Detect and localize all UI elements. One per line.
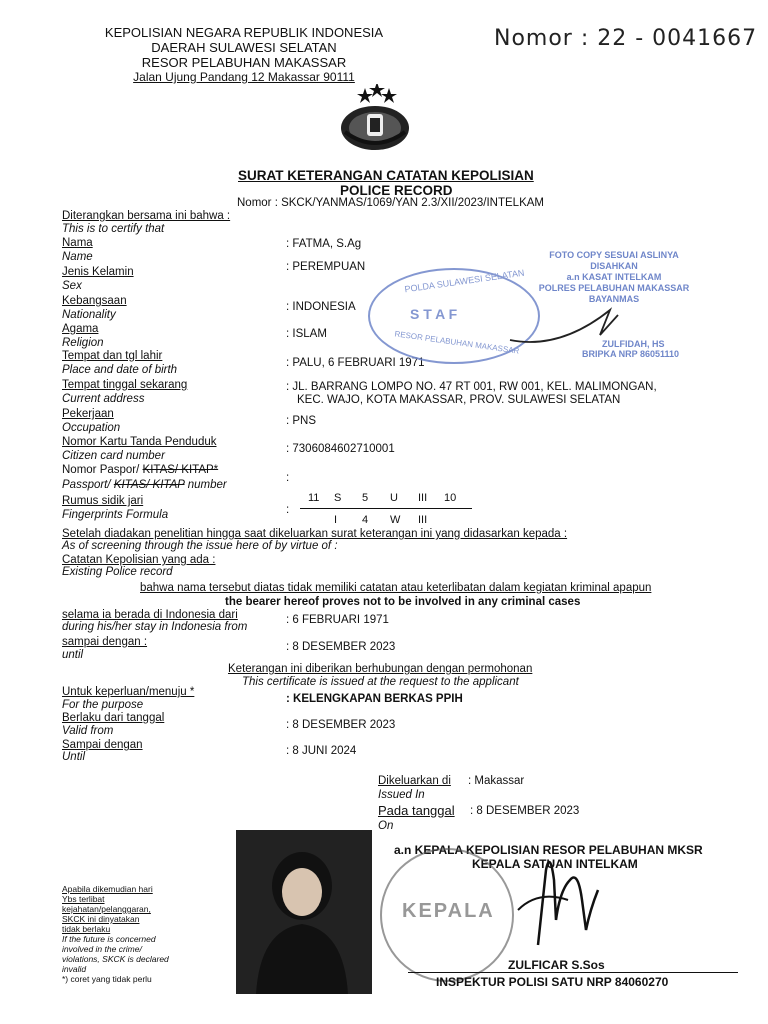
serial-number: Nomor : 22 - 0041667 xyxy=(494,26,758,51)
label-jenis-kelamin: Jenis Kelamin xyxy=(62,266,134,278)
note-line-4: SKCK ini dinyatakan xyxy=(62,914,140,924)
sampai2-en: Until xyxy=(62,751,86,763)
berlaku-value: : 8 DESEMBER 2023 xyxy=(286,719,396,731)
issued-place-en: Issued In xyxy=(378,789,425,801)
keperluan-en: For the purpose xyxy=(62,699,144,711)
screening-id: Setelah diadakan penelitian hingga saat dikeluarkan surat keterangan ini yang didasarkan kepada : xyxy=(62,528,568,540)
person-silhouette-icon xyxy=(236,830,372,994)
label-passport-en xyxy=(62,479,227,492)
value-agama: : ISLAM xyxy=(286,328,327,340)
label-paspor-b: KITAS/ KITAP* xyxy=(142,464,219,476)
cert-line-3: a.n KASAT INTELKAM xyxy=(566,272,662,282)
cert-stamp-top: POLDA SULAWESI SELATAN xyxy=(403,267,525,295)
statement-en: the bearer hereof proves not to be involved in any criminal cases xyxy=(225,596,581,608)
note-en-4: invalid xyxy=(62,964,87,974)
label-pekerjaan: Pekerjaan xyxy=(62,408,114,420)
label-passport-a: Passport/ xyxy=(62,479,114,491)
document-title: SURAT KETERANGAN CATATAN KEPOLISIAN xyxy=(238,168,534,183)
label-citizen-card-en: Citizen card number xyxy=(62,450,165,462)
cert-line-1: FOTO COPY SESUAI ASLINYA xyxy=(549,250,679,260)
label-name-en: Name xyxy=(62,251,93,263)
note-line-2: Ybs terlibat xyxy=(62,894,105,904)
header-line-3: RESOR PELABUHAN MAKASSAR xyxy=(141,55,347,70)
fp-bottom-3: W xyxy=(390,514,401,526)
cert-stamp-mid: S T A F xyxy=(410,306,458,322)
value-alamat-1: : JL. BARRANG LOMPO NO. 47 RT 001, RW 001, KEL. MALIMONGAN, xyxy=(286,381,657,393)
label-religion-en: Religion xyxy=(62,337,104,349)
keperluan-id: Untuk keperluan/menuju * xyxy=(62,686,195,698)
value-sidik-colon: : xyxy=(286,504,290,516)
stamp-word: KEPALA xyxy=(402,900,495,922)
value-paspor: : xyxy=(286,472,290,484)
note-line-5: tidak berlaku xyxy=(62,924,111,934)
label-fingerprint-en: Fingerprints Formula xyxy=(62,509,169,521)
cert-stamp-bot: RESOR PELABUHAN MAKASSAR xyxy=(393,329,520,356)
label-paspor xyxy=(62,464,218,477)
statement-id: bahwa nama tersebut diatas tidak memiliki catatan atau keterlibatan dalam kegiatan kriminal apapun xyxy=(140,582,652,594)
applicant-photo xyxy=(236,830,372,994)
fp-top-2: S xyxy=(334,492,342,504)
value-ttl: : PALU, 6 FEBRUARI 1971 xyxy=(286,357,425,369)
cert-line-5: BAYANMAS xyxy=(588,294,640,304)
label-nama: Nama xyxy=(62,237,93,249)
label-passport-c: number xyxy=(184,479,227,491)
berlaku-id: Berlaku dari tanggal xyxy=(62,712,165,724)
signature-scribble-icon xyxy=(498,850,618,960)
cert-line-4: POLRES PELABUHAN MAKASSAR xyxy=(538,283,690,293)
value-nama: : FATMA, S.Ag xyxy=(286,238,362,250)
issued-date-en: On xyxy=(378,820,394,832)
value-ktp: : 7306084602710001 xyxy=(286,443,395,455)
fp-bottom-4: III xyxy=(418,514,428,526)
fp-top-3: 5 xyxy=(362,492,369,504)
catatan-id: Catatan Kepolisian yang ada : xyxy=(62,554,216,566)
request-en: This certificate is issued at the request to the applicant xyxy=(242,676,519,688)
header-line-1: KEPOLISIAN NEGARA REPUBLIK INDONESIA xyxy=(104,25,384,40)
official-stamp xyxy=(380,848,514,982)
intro-en: This is to certify that xyxy=(62,223,165,235)
signature-line-2: KEPALA SATUAN INTELKAM xyxy=(472,857,638,871)
label-ttl: Tempat dan tgl lahir xyxy=(62,350,163,362)
value-jenis-kelamin: : PEREMPUAN xyxy=(286,261,366,273)
selama-value: : 6 FEBRUARI 1971 xyxy=(286,614,389,626)
label-kebangsaan: Kebangsaan xyxy=(62,295,127,307)
selama-id: selama ia berada di Indonesia dari xyxy=(62,609,238,621)
fp-bottom-1: I xyxy=(334,514,338,526)
signatory-rank: INSPEKTUR POLISI SATU NRP 84060270 xyxy=(436,975,669,989)
signatory-name: ZULFICAR S.Sos xyxy=(508,958,605,972)
fp-bottom-2: 4 xyxy=(362,514,369,526)
screening-en: As of screening through the issue here of by virtue of : xyxy=(62,540,338,552)
note-en-3: violations, SKCK is declared xyxy=(62,954,169,964)
label-paspor-a: Nomor Paspor/ xyxy=(62,464,143,476)
header-address: Jalan Ujung Pandang 12 Makassar 90111 xyxy=(133,70,355,84)
label-occupation-en: Occupation xyxy=(62,422,121,434)
request-id: Keterangan ini diberikan berhubungan dengan permohonan xyxy=(228,663,533,675)
header-line-2: DAERAH SULAWESI SELATAN xyxy=(151,40,337,55)
berlaku-en: Valid from xyxy=(62,725,114,737)
intro-id: Diterangkan bersama ini bahwa : xyxy=(62,210,231,222)
sampai-en: until xyxy=(62,649,84,661)
value-kebangsaan: : INDONESIA xyxy=(286,301,356,313)
signature-line-1: a.n KEPALA KEPOLISIAN RESOR PELABUHAN MKSR xyxy=(394,843,703,857)
fp-top-1: 11 xyxy=(308,492,320,504)
note-en-1: If the future is concerned xyxy=(62,934,156,944)
label-alamat: Tempat tinggal sekarang xyxy=(62,379,188,391)
sampai2-id: Sampai dengan xyxy=(62,739,143,751)
police-emblem-icon xyxy=(335,84,415,156)
issued-place-id: Dikeluarkan di xyxy=(378,775,451,787)
sampai2-value: : 8 JUNI 2024 xyxy=(286,745,357,757)
selama-en: during his/her stay in Indonesia from xyxy=(62,621,248,633)
label-ktp: Nomor Kartu Tanda Penduduk xyxy=(62,436,217,448)
label-sex-en: Sex xyxy=(62,280,82,292)
value-alamat-2: KEC. WAJO, KOTA MAKASSAR, PROV. SULAWESI SELATAN xyxy=(297,394,621,406)
fp-top-6: 10 xyxy=(444,492,457,504)
note-footnote: *) coret yang tidak perlu xyxy=(62,974,152,984)
label-agama: Agama xyxy=(62,323,99,335)
label-passport-b: KITAS/ KITAP xyxy=(113,479,185,491)
catatan-en: Existing Police record xyxy=(62,566,173,578)
sampai-id: sampai dengan : xyxy=(62,636,148,648)
note-line-3: kejahatan/pelanggaran, xyxy=(62,904,151,914)
label-address-en: Current address xyxy=(62,393,145,405)
sampai-value: : 8 DESEMBER 2023 xyxy=(286,641,396,653)
label-nationality-en: Nationality xyxy=(62,309,116,321)
document-number: Nomor : SKCK/YANMAS/1069/YAN 2.3/XII/2023/INTELKAM xyxy=(237,197,545,209)
fp-top-4: U xyxy=(390,492,398,504)
cert-signer-name: ZULFIDAH, HS xyxy=(602,339,665,349)
header-institution xyxy=(84,25,404,85)
issued-place-value: : Makassar xyxy=(468,775,525,787)
value-pekerjaan: : PNS xyxy=(286,415,317,427)
note-line-1: Apabila dikemudian hari xyxy=(62,884,153,894)
footnote xyxy=(62,884,169,984)
fp-divider xyxy=(300,508,472,509)
cert-line-2: DISAHKAN xyxy=(590,261,638,271)
issued-date-id: Pada tanggal xyxy=(378,803,455,818)
signature-divider xyxy=(408,972,738,973)
keperluan-value: : KELENGKAPAN BERKAS PPIH xyxy=(286,693,463,705)
issued-date-value: : 8 DESEMBER 2023 xyxy=(470,805,580,817)
fp-top-5: III xyxy=(418,492,428,504)
document-subtitle: POLICE RECORD xyxy=(340,183,453,198)
note-en-2: involved in the crime/ xyxy=(62,944,142,954)
cert-signer-nrp: BRIPKA NRP 86051110 xyxy=(582,349,680,359)
label-sidik-jari: Rumus sidik jari xyxy=(62,495,144,507)
label-birth-en: Place and date of birth xyxy=(62,364,178,376)
